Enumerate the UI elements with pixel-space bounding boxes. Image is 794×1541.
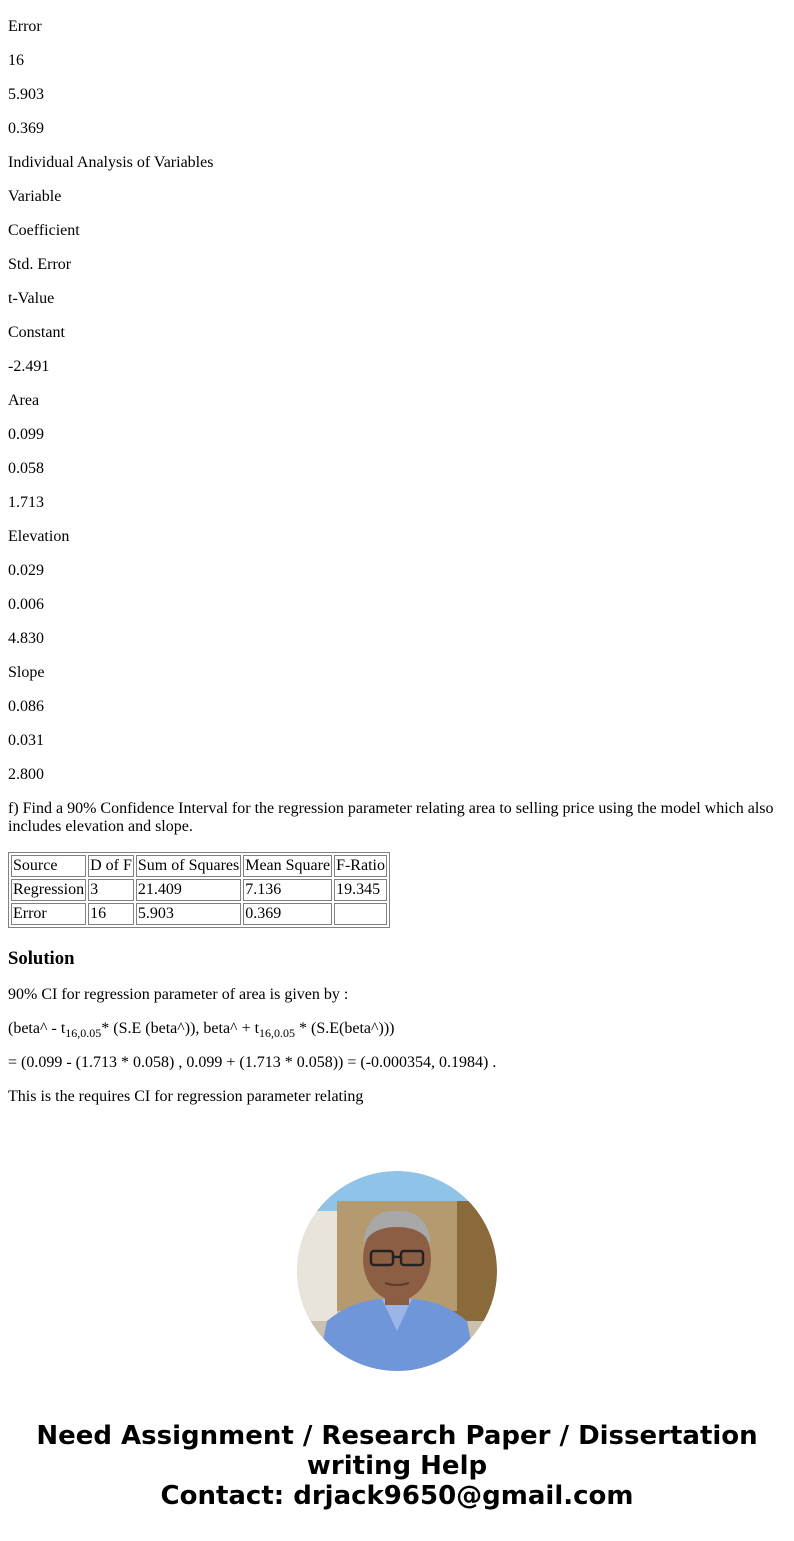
- author-photo: [297, 1171, 497, 1371]
- table-cell: 16: [88, 903, 134, 925]
- footer: [0, 1171, 794, 1511]
- solution-formula: [8, 1020, 786, 1038]
- text-line: 4.830: [8, 630, 44, 647]
- text-line: Variable: [8, 188, 62, 205]
- table-cell: 5.903: [136, 903, 241, 925]
- banner-line: Need Assignment / Research Paper / Dissertation writing Help: [36, 1421, 758, 1481]
- solution-intro: 90% CI for regression parameter of area is given by :: [8, 986, 349, 1003]
- table-header-cell: D of F: [88, 855, 134, 877]
- document-body: [0, 18, 794, 1106]
- table-header-cell: Sum of Squares: [136, 855, 241, 877]
- text-line: 0.369: [8, 120, 44, 137]
- text-line: 0.058: [8, 460, 44, 477]
- table-header-cell: F-Ratio: [334, 855, 387, 877]
- text-line: 0.086: [8, 698, 44, 715]
- text-line: 5.903: [8, 86, 44, 103]
- formula-part: * (S.E(beta^))): [295, 1020, 395, 1037]
- question-text: f) Find a 90% Confidence Interval for the regression parameter relating area to selling price using the model which also includes elevation and slope.: [8, 800, 774, 835]
- table-cell: 3: [88, 879, 134, 901]
- top-lines: [8, 18, 786, 784]
- text-line: Constant: [8, 324, 65, 341]
- text-line: 0.006: [8, 596, 44, 613]
- text-line: 0.099: [8, 426, 44, 443]
- text-line: t-Value: [8, 290, 55, 307]
- text-line: 2.800: [8, 766, 44, 783]
- table-header-cell: Mean Square: [243, 855, 332, 877]
- solution-heading: Solution: [8, 948, 75, 969]
- table-cell: [334, 903, 387, 925]
- formula-subscript: 16,0.05: [65, 1026, 102, 1040]
- section-label: Individual Analysis of Variables: [8, 154, 214, 171]
- text-line: 1.713: [8, 494, 44, 511]
- contact-line: Contact: drjack9650@gmail.com: [160, 1481, 634, 1511]
- text-line: 0.029: [8, 562, 44, 579]
- text-line: -2.491: [8, 358, 50, 375]
- text-line: Slope: [8, 664, 45, 681]
- table-header-row: [11, 855, 387, 877]
- text-line: Coefficient: [8, 222, 80, 239]
- solution-conclusion: This is the requires CI for regression parameter relating: [8, 1088, 364, 1105]
- table-cell: 19.345: [334, 879, 387, 901]
- anova-table: [8, 852, 390, 928]
- table-header-cell: Source: [11, 855, 86, 877]
- table-cell: 0.369: [243, 903, 332, 925]
- text-line: 16: [8, 52, 24, 69]
- text-line: Elevation: [8, 528, 70, 545]
- formula-part: * (S.E (beta^)), beta^ + t: [101, 1020, 260, 1037]
- help-banner: [0, 1421, 794, 1511]
- formula-subscript: 16,0.05: [259, 1026, 296, 1040]
- formula-part: (beta^ - t: [8, 1020, 66, 1037]
- text-line: 0.031: [8, 732, 44, 749]
- text-line: Error: [8, 18, 42, 35]
- table-row: [11, 903, 387, 925]
- table-cell: Regression: [11, 879, 86, 901]
- table-cell: 21.409: [136, 879, 241, 901]
- table-row: [11, 879, 387, 901]
- table-cell: 7.136: [243, 879, 332, 901]
- table-cell: Error: [11, 903, 86, 925]
- text-line: Area: [8, 392, 40, 409]
- solution-computation: = (0.099 - (1.713 * 0.058) , 0.099 + (1.713 * 0.058)) = (-0.000354, 0.1984) .: [8, 1054, 497, 1071]
- text-line: Std. Error: [8, 256, 72, 273]
